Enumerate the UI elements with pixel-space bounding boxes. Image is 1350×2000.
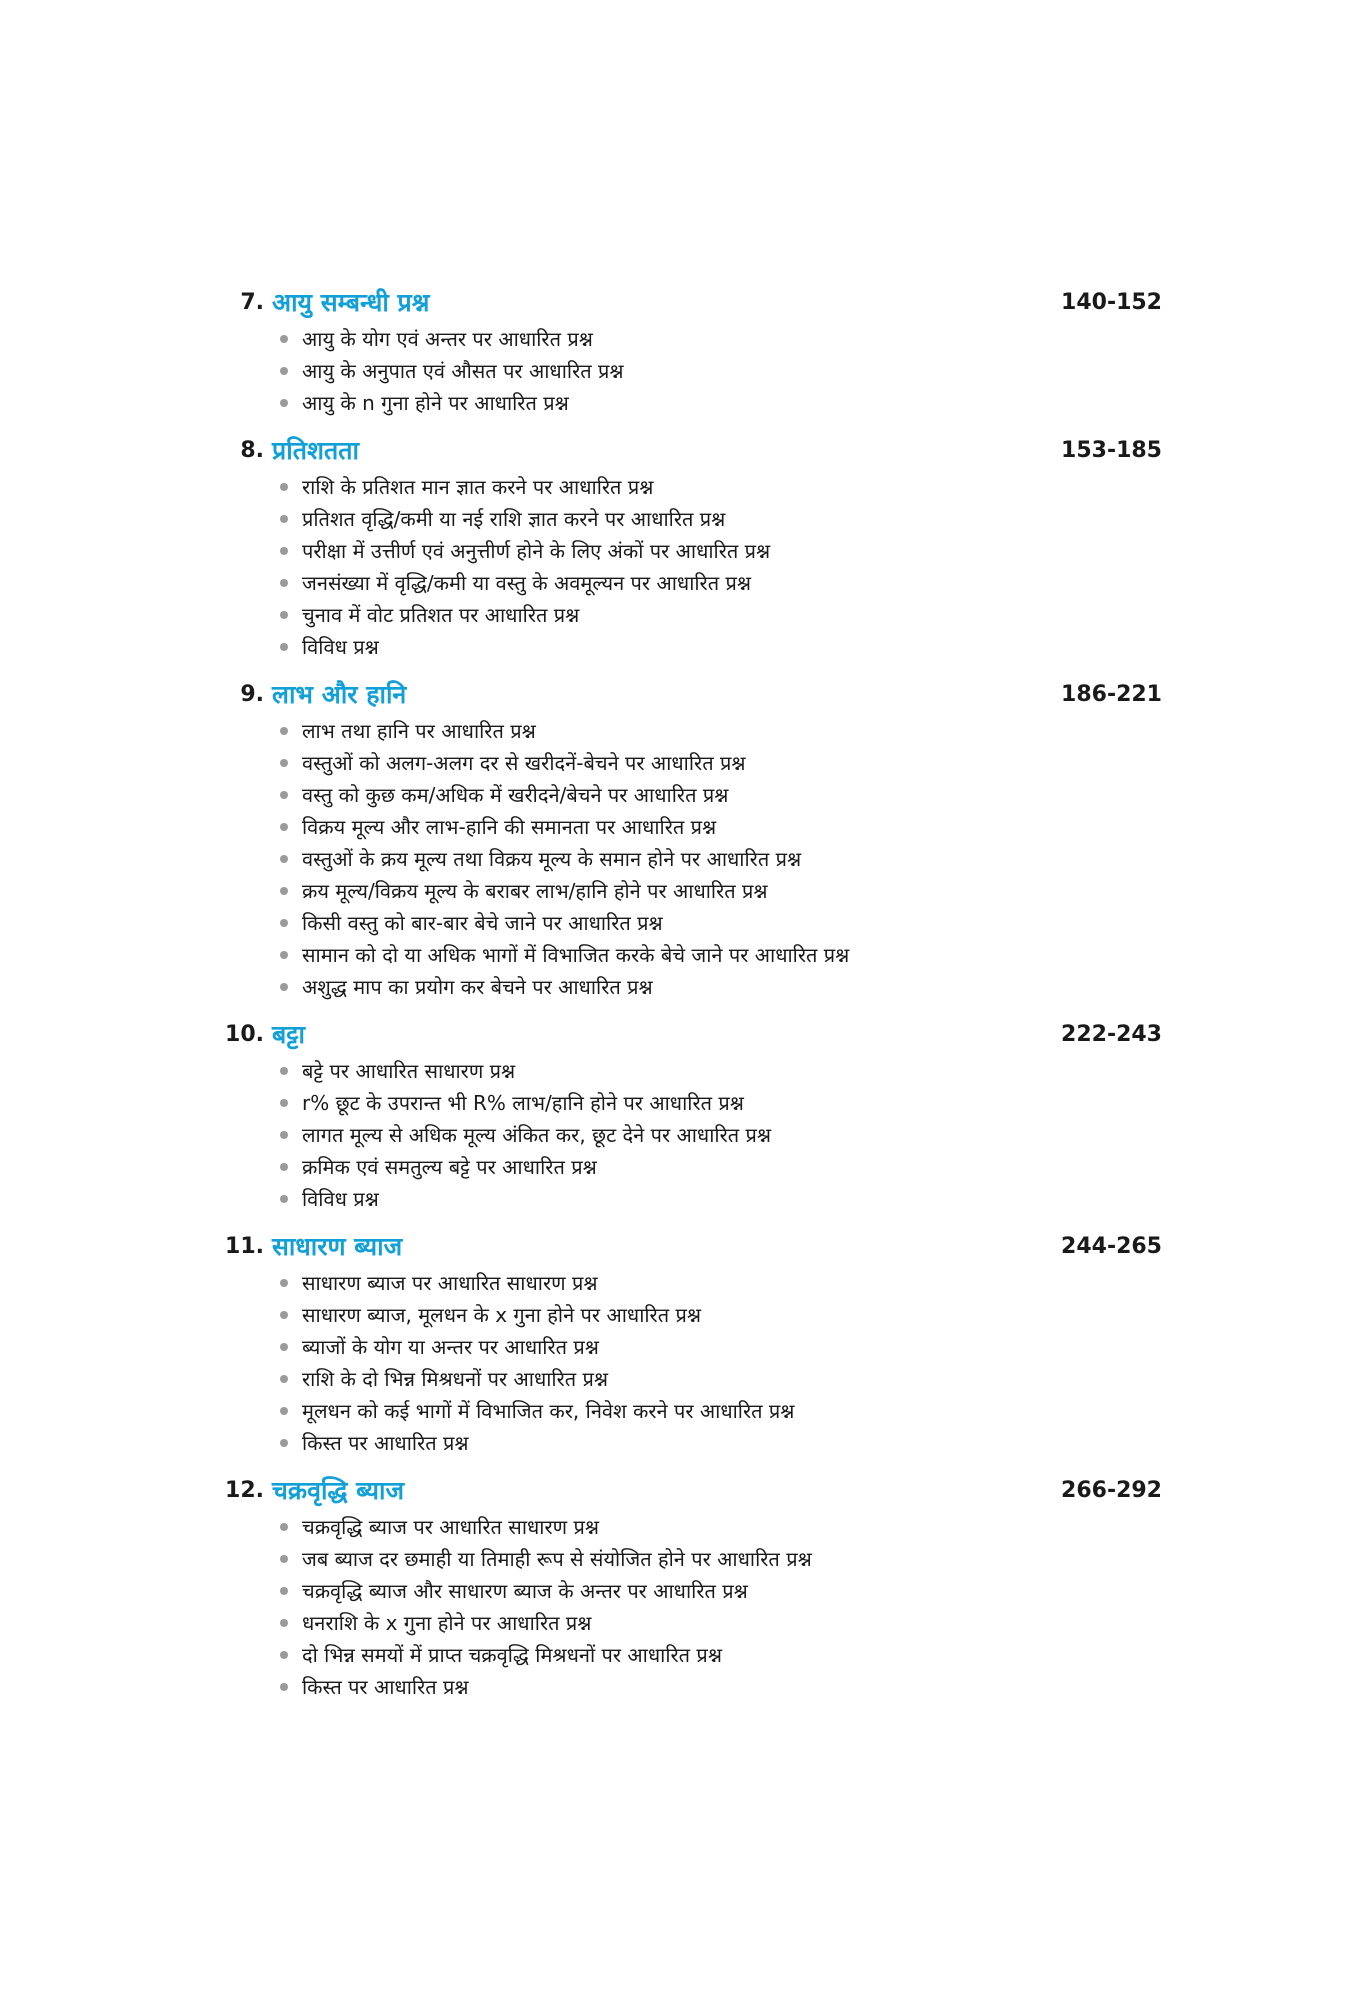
topic-item xyxy=(272,1511,1162,1543)
topic-item xyxy=(272,811,1162,843)
topic-text: आयु के अनुपात एवं औसत पर आधारित प्रश्न xyxy=(302,359,624,383)
topic-text: किस्त पर आधारित प्रश्न xyxy=(302,1431,469,1455)
bullet-icon xyxy=(280,579,288,587)
topic-item xyxy=(272,567,1162,599)
chapter-page-range: 266-292 xyxy=(1061,1478,1162,1503)
chapter-page-range: 222-243 xyxy=(1061,1022,1162,1047)
topic-list xyxy=(212,471,1162,663)
chapter-section-2 xyxy=(212,431,1162,663)
chapter-section-1 xyxy=(212,283,1162,419)
chapter-title: चक्रवृद्धि ब्याज xyxy=(272,1476,405,1505)
topic-item xyxy=(272,875,1162,907)
topic-item xyxy=(272,471,1162,503)
topic-item xyxy=(272,779,1162,811)
topic-text: विविध प्रश्न xyxy=(302,635,379,659)
topic-item xyxy=(272,355,1162,387)
chapter-title: प्रतिशतता xyxy=(272,436,359,465)
bullet-icon xyxy=(280,1619,288,1627)
chapter-number: 10. xyxy=(225,1022,264,1047)
topic-item xyxy=(272,323,1162,355)
topic-item xyxy=(272,1607,1162,1639)
topic-list xyxy=(212,1055,1162,1215)
topic-text: आयु के n गुना होने पर आधारित प्रश्न xyxy=(302,391,569,415)
chapter-page-range: 244-265 xyxy=(1061,1234,1162,1259)
chapter-title: बट्टा xyxy=(272,1020,305,1049)
topic-item xyxy=(272,715,1162,747)
table-of-contents xyxy=(212,283,1162,1703)
topic-text: वस्तुओं को अलग-अलग दर से खरीदनें-बेचने पर आधारित प्रश्न xyxy=(302,751,746,775)
bullet-icon xyxy=(280,1523,288,1531)
chapter-page-range: 140-152 xyxy=(1061,290,1162,315)
topic-text: चक्रवृद्धि ब्याज पर आधारित साधारण प्रश्न xyxy=(302,1515,600,1539)
bullet-icon xyxy=(280,1163,288,1171)
topic-item xyxy=(272,1087,1162,1119)
chapter-section-5 xyxy=(212,1227,1162,1459)
chapter-title: आयु सम्बन्धी प्रश्न xyxy=(272,288,430,317)
chapter-number: 9. xyxy=(240,682,264,707)
topic-item xyxy=(272,907,1162,939)
topic-item xyxy=(272,1575,1162,1607)
bullet-icon xyxy=(280,951,288,959)
bullet-icon xyxy=(280,483,288,491)
topic-item xyxy=(272,1151,1162,1183)
topic-list xyxy=(212,715,1162,1003)
chapter-number: 8. xyxy=(240,438,264,463)
bullet-icon xyxy=(280,1651,288,1659)
bullet-icon xyxy=(280,1683,288,1691)
bullet-icon xyxy=(280,547,288,555)
chapter-section-6 xyxy=(212,1471,1162,1703)
bullet-icon xyxy=(280,1195,288,1203)
chapter-heading xyxy=(212,283,1162,323)
topic-item xyxy=(272,1543,1162,1575)
topic-text: अशुद्ध माप का प्रयोग कर बेचने पर आधारित प्रश्न xyxy=(302,975,653,999)
chapter-heading xyxy=(212,431,1162,471)
chapter-page-range: 186-221 xyxy=(1061,682,1162,707)
topic-text: लाभ तथा हानि पर आधारित प्रश्न xyxy=(302,719,536,743)
chapter-number: 7. xyxy=(240,290,264,315)
topic-item xyxy=(272,1427,1162,1459)
bullet-icon xyxy=(280,643,288,651)
bullet-icon xyxy=(280,611,288,619)
topic-text: मूलधन को कई भागों में विभाजित कर, निवेश करने पर आधारित प्रश्न xyxy=(302,1399,795,1423)
topic-item xyxy=(272,387,1162,419)
topic-item xyxy=(272,747,1162,779)
topic-text: r% छूट के उपरान्त भी R% लाभ/हानि होने पर आधारित प्रश्न xyxy=(302,1091,744,1115)
bullet-icon xyxy=(280,1587,288,1595)
topic-text: बट्टे पर आधारित साधारण प्रश्न xyxy=(302,1059,516,1083)
bullet-icon xyxy=(280,791,288,799)
topic-item xyxy=(272,843,1162,875)
bullet-icon xyxy=(280,759,288,767)
topic-text: परीक्षा में उत्तीर्ण एवं अनुत्तीर्ण होने के लिए अंकों पर आधारित प्रश्न xyxy=(302,539,771,563)
chapter-heading xyxy=(212,675,1162,715)
topic-text: जनसंख्या में वृद्धि/कमी या वस्तु के अवमूल्यन पर आधारित प्रश्न xyxy=(302,571,752,595)
topic-text: दो भिन्न समयों में प्राप्त चक्रवृद्धि मिश्रधनों पर आधारित प्रश्न xyxy=(302,1643,722,1667)
bullet-icon xyxy=(280,823,288,831)
topic-item xyxy=(272,1363,1162,1395)
chapter-section-3 xyxy=(212,675,1162,1003)
chapter-number: 11. xyxy=(225,1234,264,1259)
topic-item xyxy=(272,1299,1162,1331)
topic-text: विविध प्रश्न xyxy=(302,1187,379,1211)
topic-text: किस्त पर आधारित प्रश्न xyxy=(302,1675,469,1699)
chapter-heading xyxy=(212,1015,1162,1055)
topic-item xyxy=(272,971,1162,1003)
bullet-icon xyxy=(280,887,288,895)
bullet-icon xyxy=(280,1067,288,1075)
topic-item xyxy=(272,1395,1162,1427)
topic-text: आयु के योग एवं अन्तर पर आधारित प्रश्न xyxy=(302,327,593,351)
bullet-icon xyxy=(280,983,288,991)
bullet-icon xyxy=(280,919,288,927)
topic-item xyxy=(272,599,1162,631)
topic-item xyxy=(272,1183,1162,1215)
topic-text: विक्रय मूल्य और लाभ-हानि की समानता पर आधारित प्रश्न xyxy=(302,815,717,839)
topic-item xyxy=(272,535,1162,567)
topic-text: साधारण ब्याज पर आधारित साधारण प्रश्न xyxy=(302,1271,598,1295)
topic-text: ब्याजों के योग या अन्तर पर आधारित प्रश्न xyxy=(302,1335,599,1359)
bullet-icon xyxy=(280,1375,288,1383)
topic-text: जब ब्याज दर छमाही या तिमाही रूप से संयोजित होने पर आधारित प्रश्न xyxy=(302,1547,812,1571)
chapter-title: साधारण ब्याज xyxy=(272,1232,403,1261)
chapter-number: 12. xyxy=(225,1478,264,1503)
topic-text: लागत मूल्य से अधिक मूल्य अंकित कर, छूट देने पर आधारित प्रश्न xyxy=(302,1123,772,1147)
topic-text: क्रय मूल्य/विक्रय मूल्य के बराबर लाभ/हानि होने पर आधारित प्रश्न xyxy=(302,879,768,903)
topic-item xyxy=(272,1119,1162,1151)
bullet-icon xyxy=(280,1131,288,1139)
bullet-icon xyxy=(280,727,288,735)
topic-list xyxy=(212,323,1162,419)
bullet-icon xyxy=(280,367,288,375)
bullet-icon xyxy=(280,1555,288,1563)
bullet-icon xyxy=(280,855,288,863)
topic-item xyxy=(272,1267,1162,1299)
topic-item xyxy=(272,1055,1162,1087)
chapter-section-4 xyxy=(212,1015,1162,1215)
topic-text: चुनाव में वोट प्रतिशत पर आधारित प्रश्न xyxy=(302,603,580,627)
topic-text: क्रमिक एवं समतुल्य बट्टे पर आधारित प्रश्न xyxy=(302,1155,597,1179)
topic-text: राशि के प्रतिशत मान ज्ञात करने पर आधारित प्रश्न xyxy=(302,475,654,499)
chapter-title: लाभ और हानि xyxy=(272,680,407,709)
topic-text: प्रतिशत वृद्धि/कमी या नई राशि ज्ञात करने पर आधारित प्रश्न xyxy=(302,507,726,531)
topic-item xyxy=(272,1331,1162,1363)
bullet-icon xyxy=(280,335,288,343)
topic-text: राशि के दो भिन्न मिश्रधनों पर आधारित प्रश्न xyxy=(302,1367,609,1391)
chapter-page-range: 153-185 xyxy=(1061,438,1162,463)
chapter-heading xyxy=(212,1471,1162,1511)
topic-item xyxy=(272,631,1162,663)
topic-text: चक्रवृद्धि ब्याज और साधारण ब्याज के अन्तर पर आधारित प्रश्न xyxy=(302,1579,748,1603)
topic-text: सामान को दो या अधिक भागों में विभाजित करके बेचे जाने पर आधारित प्रश्न xyxy=(302,943,850,967)
bullet-icon xyxy=(280,1311,288,1319)
bullet-icon xyxy=(280,1279,288,1287)
topic-item xyxy=(272,503,1162,535)
bullet-icon xyxy=(280,1099,288,1107)
bullet-icon xyxy=(280,1407,288,1415)
topic-text: धनराशि के x गुना होने पर आधारित प्रश्न xyxy=(302,1611,592,1635)
bullet-icon xyxy=(280,1439,288,1447)
topic-item xyxy=(272,1639,1162,1671)
topic-list xyxy=(212,1511,1162,1703)
topic-list xyxy=(212,1267,1162,1459)
bullet-icon xyxy=(280,1343,288,1351)
topic-text: किसी वस्तु को बार-बार बेचे जाने पर आधारित प्रश्न xyxy=(302,911,663,935)
topic-item xyxy=(272,1671,1162,1703)
topic-item xyxy=(272,939,1162,971)
topic-text: वस्तुओं के क्रय मूल्य तथा विक्रय मूल्य के समान होने पर आधारित प्रश्न xyxy=(302,847,802,871)
topic-text: वस्तु को कुछ कम/अधिक में खरीदने/बेचने पर आधारित प्रश्न xyxy=(302,783,729,807)
bullet-icon xyxy=(280,515,288,523)
topic-text: साधारण ब्याज, मूलधन के x गुना होने पर आधारित प्रश्न xyxy=(302,1303,702,1327)
bullet-icon xyxy=(280,399,288,407)
chapter-heading xyxy=(212,1227,1162,1267)
